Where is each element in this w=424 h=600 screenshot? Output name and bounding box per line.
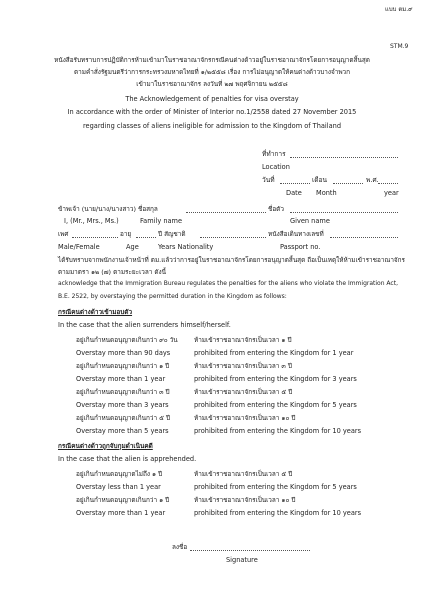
s2-r1-cond-en: Overstay less than 1 year: [76, 483, 161, 491]
s1-r4-cond-thai: อยู่เกินกำหนดอนุญาตเกินกว่า ๕ ปี: [76, 414, 171, 422]
date-label-thai: วันที่: [262, 176, 275, 184]
given-name-thai-label: ชื่อตัว: [268, 205, 284, 213]
years-nationality-label: Years Nationality: [158, 243, 214, 251]
s1-r4-penalty-en: prohibited from entering the Kingdom for 10 years: [194, 427, 362, 435]
family-name-field[interactable]: [186, 212, 266, 213]
s2-r2-penalty-en: prohibited from entering the Kingdom for 10 years: [194, 509, 362, 517]
s1-r4-penalty-thai: ห้ามเข้าราชอาณาจักรเป็นเวลา ๑๐ ปี: [194, 414, 296, 422]
form-code-thai: แบบ ตม.๙: [385, 6, 413, 13]
s1-r1-cond-en: Overstay more than 90 days: [76, 349, 171, 357]
s1-r4-cond-en: Overstay more than 5 years: [76, 427, 169, 435]
year-label: year: [384, 189, 399, 197]
place-label-thai: ที่ทำการ: [262, 150, 286, 158]
place-field[interactable]: [290, 157, 398, 158]
title-thai-line1: หนังสือรับทราบการปฏิบัติการห้ามเข้ามาในราชอาณาจักรกรณีคนต่างด้าวอยู่ในราชอาณาจักรโดยการอนุญาตสิ้นสุด: [54, 56, 370, 64]
section1-heading-en: In the case that the alien surrenders himself/herself.: [58, 321, 231, 329]
age-thai-label: อายุ: [120, 230, 132, 238]
form-code: STM.9: [390, 43, 409, 50]
sex-label: Male/Female: [58, 243, 100, 251]
s1-r3-penalty-en: prohibited from entering the Kingdom for 5 years: [194, 401, 357, 409]
title-thai-line2: ตามคำสั่งรัฐมนตรีว่าการกระทรวงมหาดไทยที่ ๑/๒๕๕๘ เรื่อง การไม่อนุญาตให้คนต่างด้าวบางจำพวก: [74, 68, 350, 76]
s2-r2-cond-en: Overstay more than 1 year: [76, 509, 166, 517]
month-label-thai: เดือน: [312, 176, 328, 184]
s1-r2-cond-thai: อยู่เกินกำหนดอนุญาตเกินกว่า ๑ ปี: [76, 362, 170, 370]
s1-r2-penalty-en: prohibited from entering the Kingdom for 3 years: [194, 375, 357, 383]
s1-r3-cond-en: Overstay more than 3 years: [76, 401, 169, 409]
s1-r3-cond-thai: อยู่เกินกำหนดอนุญาตเกินกว่า ๓ ปี: [76, 388, 170, 396]
name-thai-label: ข้าพเจ้า (นาย/นาง/นางสาว) ชื่อสกุล: [58, 205, 158, 213]
year-label-thai: พ.ศ.: [366, 176, 379, 184]
signature-label: Signature: [226, 556, 258, 564]
section1-heading-thai: กรณีคนต่างด้าวเข้ามอบตัว: [58, 308, 133, 316]
s2-r2-penalty-thai: ห้ามเข้าราชอาณาจักรเป็นเวลา ๑๐ ปี: [194, 496, 296, 504]
s1-r2-penalty-thai: ห้ามเข้าราชอาณาจักรเป็นเวลา ๓ ปี: [194, 362, 292, 370]
date-field[interactable]: [280, 183, 310, 184]
title-en-line2: In accordance with the order of Minister of Interior no.1/2558 dated 27 November 2015: [67, 108, 357, 116]
date-label: Date: [286, 189, 302, 197]
passport-label: Passport no.: [280, 243, 321, 251]
section2-heading-en: In the case that the alien is apprehended.: [58, 455, 197, 463]
s2-r2-cond-thai: อยู่เกินกำหนดอนุญาตเกินกว่า ๑ ปี: [76, 496, 170, 504]
location-label: Location: [262, 163, 290, 171]
s1-r3-penalty-thai: ห้ามเข้าราชอาณาจักรเป็นเวลา ๕ ปี: [194, 388, 293, 396]
signature-thai-label: ลงชื่อ: [172, 543, 188, 551]
statement-en-line2: B.E. 2522, by overstaying the permitted duration in the Kingdom as follows:: [58, 293, 287, 300]
year-field[interactable]: [378, 183, 398, 184]
month-field[interactable]: [333, 183, 363, 184]
age-label: Age: [126, 243, 139, 251]
title-thai-line3: เข้ามาในราชอาณาจักร ลงวันที่ ๒๗ พฤศจิกายน ๒๕๕๘: [136, 80, 288, 88]
given-name-field[interactable]: [290, 212, 398, 213]
s1-r1-penalty-en: prohibited from entering the Kingdom for 1 year: [194, 349, 354, 357]
statement-thai-line1: ได้รับทราบจากพนักงานเจ้าหน้าที่ ตม.แล้วว่าการอยู่ในราชอาณาจักรโดยการอนุญาตสิ้นสุด ถือเป็นเหตุให้ห้ามเข้าราชอาณาจักร: [58, 256, 405, 264]
given-name-label: Given name: [290, 217, 330, 225]
s2-r1-penalty-en: prohibited from entering the Kingdom for 5 years: [194, 483, 357, 491]
passport-field[interactable]: [330, 237, 398, 238]
age-field[interactable]: [136, 237, 156, 238]
title-en-line1: The Acknowledgement of penalties for visa overstay: [125, 95, 299, 103]
statement-en-line1: acknowledge that the Immigration Bureau regulates the penalties for the aliens who violate the Immigration Act,: [58, 280, 398, 287]
s2-r1-penalty-thai: ห้ามเข้าราชอาณาจักรเป็นเวลา ๕ ปี: [194, 470, 293, 478]
sex-thai-label: เพศ: [58, 230, 69, 238]
s1-r2-cond-en: Overstay more than 1 year: [76, 375, 166, 383]
title-prefix-label: I, (Mr., Mrs., Ms.): [64, 217, 119, 225]
s1-r1-penalty-thai: ห้ามเข้าราชอาณาจักรเป็นเวลา ๑ ปี: [194, 336, 292, 344]
s1-r1-cond-thai: อยู่เกินกำหนดอนุญาตเกินกว่า ๙๐ วัน: [76, 336, 178, 344]
month-label: Month: [316, 189, 337, 197]
family-name-label: Family name: [140, 217, 183, 225]
s2-r1-cond-thai: อยู่เกินกำหนดอนุญาตไม่ถึง ๑ ปี: [76, 470, 163, 478]
nationality-thai-label: ปี สัญชาติ: [158, 230, 186, 238]
nationality-field[interactable]: [200, 237, 266, 238]
sex-field[interactable]: [72, 237, 118, 238]
title-en-line3: regarding classes of aliens ineligible for admission to the Kingdom of Thailand: [82, 122, 342, 130]
statement-thai-line2: ตามมาตรา ๑๒ (๗) ตามระยะเวลา ดังนี้: [58, 268, 167, 276]
signature-field[interactable]: [190, 550, 310, 551]
passport-thai-label: หนังสือเดินทางเลขที่: [268, 230, 324, 238]
section2-heading-thai: กรณีคนต่างด้าวถูกจับกุมดำเนินคดี: [58, 442, 153, 450]
